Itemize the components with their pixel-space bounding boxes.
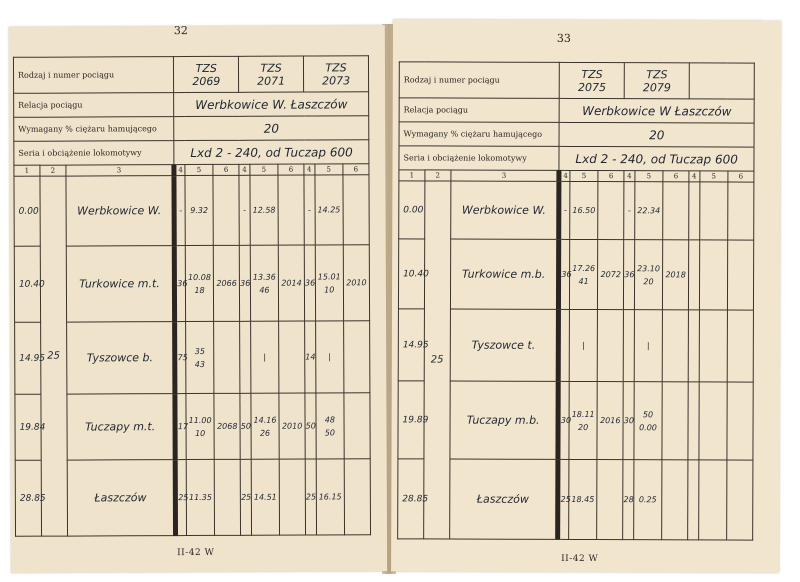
grade-text: 25 — [47, 350, 61, 362]
time-cell — [597, 382, 623, 460]
column-number: 5 — [700, 171, 728, 182]
time-value: 25 — [305, 492, 317, 502]
km-value: 0.00 — [399, 181, 425, 239]
time-value: 14.25 — [317, 205, 341, 215]
time-value: - — [179, 206, 183, 216]
column-number: 4 — [624, 171, 635, 182]
column-number: 6 — [278, 164, 304, 175]
time-value: 25 — [560, 494, 571, 504]
train-header — [560, 62, 625, 98]
station-name: Tuczapy m.t. — [67, 394, 176, 460]
time-value: 2010 — [281, 421, 303, 431]
column-number: 2 — [425, 170, 451, 181]
train-header — [624, 63, 689, 99]
time-cell — [559, 239, 570, 309]
time-value: 20 — [643, 276, 654, 286]
station-name: Tyszowce b. — [66, 322, 175, 394]
time-cell — [699, 182, 727, 240]
time-cell — [175, 322, 186, 394]
time-value: 20 — [578, 422, 589, 432]
station-row — [14, 175, 369, 247]
relation-label: Relacja pociągu — [14, 93, 174, 118]
time-cell — [214, 321, 240, 393]
time-cell — [250, 245, 279, 321]
time-cell — [305, 459, 316, 535]
time-value: 36 — [304, 278, 316, 288]
station-row — [398, 381, 753, 460]
time-cell — [689, 240, 700, 310]
train-type: TZS — [195, 61, 217, 75]
station-row — [399, 181, 754, 240]
column-number: 5 — [315, 164, 343, 175]
timetable-left — [13, 55, 371, 537]
time-cell — [569, 239, 598, 309]
time-cell — [558, 381, 572, 459]
time-cell — [250, 175, 279, 245]
time-value: 48 — [324, 414, 335, 424]
station-row — [398, 239, 753, 310]
time-cell — [728, 182, 754, 240]
time-cell — [213, 175, 239, 245]
time-value: - — [307, 205, 311, 215]
km-value: 28.85 — [15, 460, 41, 536]
time-value: 11.35 — [188, 492, 212, 503]
time-cell — [727, 240, 753, 310]
time-cell — [344, 321, 370, 393]
train-label: Rodzaj i numer pociągu — [13, 57, 173, 94]
column-number: 4 — [689, 171, 700, 182]
column-number: 6 — [343, 164, 369, 175]
time-cell — [186, 393, 215, 459]
time-value: 50 — [642, 409, 654, 419]
train-label: Rodzaj i numer pociągu — [399, 62, 559, 99]
column-number: 4 — [559, 170, 570, 181]
time-value: 36 — [624, 270, 635, 280]
relation-value: Werbkowice W Łaszczów — [559, 98, 754, 123]
column-number: 6 — [213, 164, 239, 175]
time-cell — [240, 459, 251, 535]
page-footer: II-42 W — [561, 553, 599, 565]
time-value: 46 — [259, 285, 270, 295]
time-value: | — [263, 352, 267, 362]
km-value: 10.40 — [398, 239, 424, 309]
time-value: 17.26 — [572, 263, 596, 273]
time-cell — [175, 394, 189, 460]
loco-value: Lxd 2 - 240, od Tuczap 600 — [559, 146, 754, 171]
time-cell — [569, 459, 598, 539]
time-value: 2010 — [346, 278, 367, 288]
time-value: 28 — [623, 495, 634, 505]
time-cell — [688, 460, 699, 540]
station-name: Łaszczów — [449, 459, 558, 539]
time-value: 10 — [195, 428, 206, 438]
time-cell — [278, 245, 304, 321]
train-number: 2075 — [577, 80, 607, 94]
time-value: | — [328, 352, 331, 362]
time-cell — [663, 182, 689, 240]
time-cell — [623, 382, 634, 460]
page-number: 33 — [556, 31, 571, 45]
column-number: 5 — [185, 164, 213, 175]
time-cell — [688, 310, 699, 382]
train-number: 2069 — [192, 74, 221, 88]
km-value: 19.84 — [15, 394, 41, 460]
column-number: 6 — [598, 171, 624, 182]
station-name: Tuczapy m.b. — [450, 381, 559, 459]
train-header — [239, 56, 304, 92]
time-cell — [315, 175, 344, 245]
time-cell — [239, 245, 250, 321]
time-value: 18 — [194, 285, 205, 295]
column-number: 5 — [250, 164, 278, 175]
time-value: 2068 — [217, 421, 238, 431]
brake-row — [14, 116, 369, 142]
time-cell — [214, 459, 240, 535]
time-cell — [727, 310, 753, 382]
brake-row — [399, 122, 754, 147]
time-value: 15.01 — [317, 271, 341, 281]
time-cell — [698, 460, 727, 540]
time-value: 16.50 — [572, 205, 596, 216]
time-cell — [251, 459, 280, 535]
time-value: 41 — [578, 276, 589, 286]
time-cell — [213, 245, 239, 321]
station-name: Turkowice m.t. — [66, 246, 175, 322]
time-cell — [727, 460, 753, 540]
time-cell — [279, 459, 305, 535]
time-value: 18.11 — [571, 409, 595, 419]
time-value: 30 — [623, 416, 634, 426]
column-number: 3 — [66, 165, 175, 176]
time-value: 22.34 — [637, 206, 661, 216]
relation-row — [14, 92, 369, 118]
time-cell — [558, 459, 569, 539]
time-value: 23.10 — [637, 263, 661, 273]
km-value: 19.89 — [398, 381, 424, 459]
train-header — [689, 63, 754, 99]
time-cell — [186, 321, 215, 393]
train-header — [303, 56, 368, 92]
time-cell — [634, 240, 663, 310]
time-value: 36 — [561, 269, 572, 279]
brake-value: 20 — [559, 122, 754, 147]
loco-value: Lxd 2 - 240, od Tuczap 600 — [174, 140, 369, 165]
time-value: 35 — [194, 346, 205, 356]
column-number: 1 — [14, 165, 40, 176]
time-cell — [569, 381, 598, 459]
relation-value: Werbkowice W. Łaszczów — [174, 92, 369, 117]
time-cell — [634, 382, 663, 460]
time-cell — [635, 182, 663, 240]
time-value: 9.32 — [190, 205, 209, 216]
time-cell — [598, 182, 624, 240]
time-cell — [699, 310, 728, 382]
km-value: 0.00 — [14, 176, 40, 246]
column-number: 4 — [304, 164, 315, 175]
time-value: 13.36 — [252, 272, 276, 282]
time-value: 2014 — [281, 278, 302, 288]
km-value: 10.40 — [14, 246, 40, 322]
time-cell — [688, 382, 699, 460]
time-cell — [559, 309, 570, 381]
time-value: 43 — [194, 359, 205, 369]
column-number: 5 — [635, 171, 663, 182]
train-row — [399, 62, 754, 99]
column-number: 6 — [728, 171, 754, 182]
page-number: 32 — [173, 24, 188, 38]
time-value: 36 — [177, 279, 188, 289]
relation-row — [399, 98, 754, 123]
time-cell — [699, 240, 728, 310]
train-row — [13, 56, 368, 94]
time-cell — [251, 393, 280, 459]
time-value: - — [243, 205, 247, 215]
km-value: 14.95 — [398, 309, 424, 381]
time-value: 25 — [241, 492, 252, 502]
station-row — [15, 321, 370, 395]
loco-row — [14, 140, 369, 166]
station-name: Turkowice m.b. — [450, 239, 559, 309]
train-number: 2073 — [322, 73, 351, 87]
train-type: TZS — [260, 61, 282, 75]
time-value: 17 — [177, 422, 189, 432]
column-number: 1 — [399, 170, 425, 181]
relation-label: Relacja pociągu — [399, 98, 559, 123]
time-cell — [569, 309, 598, 381]
time-value: 10.08 — [188, 272, 211, 282]
time-cell — [278, 175, 304, 245]
time-cell — [699, 382, 728, 460]
time-cell — [305, 321, 316, 393]
time-cell — [279, 393, 305, 459]
time-cell — [316, 459, 345, 535]
time-value: 18.45 — [571, 494, 595, 505]
time-cell — [175, 246, 186, 322]
train-type: TZS — [646, 67, 668, 81]
time-value: 50 — [324, 427, 335, 437]
time-cell — [250, 321, 279, 393]
train-number: 2071 — [257, 74, 286, 88]
time-cell — [185, 245, 214, 321]
column-number: 4 — [174, 165, 185, 176]
time-value: 11.00 — [188, 415, 212, 425]
time-cell — [305, 393, 316, 459]
time-value: 25 — [178, 493, 189, 503]
time-value: 2072 — [600, 270, 621, 280]
page-footer: II-42 W — [177, 547, 215, 559]
time-value: 14 — [305, 352, 316, 362]
time-cell — [279, 321, 305, 393]
column-number: 4 — [239, 164, 250, 175]
station-name: Werbkowice W. — [66, 176, 175, 246]
loco-label: Seria i obciążenie lokomotywy — [399, 146, 559, 171]
km-value: 14.95 — [15, 322, 41, 394]
station-name: Łaszczów — [67, 460, 176, 536]
time-cell — [624, 240, 635, 310]
time-cell — [597, 460, 623, 540]
train-header — [174, 56, 239, 92]
station-row — [14, 245, 369, 323]
train-type: TZS — [325, 60, 347, 74]
time-cell — [662, 310, 688, 382]
time-cell — [214, 393, 240, 459]
time-cell — [344, 459, 370, 535]
train-type: TZS — [581, 67, 603, 81]
station-row — [15, 393, 370, 461]
time-cell — [623, 460, 634, 540]
time-value: 10 — [324, 284, 335, 294]
time-cell — [559, 181, 570, 239]
station-name: Werbkowice W. — [451, 181, 560, 239]
time-cell — [624, 182, 635, 240]
loco-row — [399, 146, 754, 171]
time-value: 14.51 — [253, 492, 277, 502]
time-value: 50 — [305, 421, 316, 431]
column-number: 2 — [40, 165, 66, 176]
time-cell — [662, 460, 688, 540]
time-value: 50 — [240, 421, 251, 431]
time-value: 0.25 — [638, 495, 657, 505]
time-value: 2016 — [600, 416, 621, 426]
brake-value: 20 — [174, 116, 369, 141]
time-cell — [176, 460, 187, 536]
time-cell — [174, 176, 185, 246]
time-cell — [304, 245, 315, 321]
column-number: 5 — [570, 170, 598, 181]
time-cell — [598, 240, 624, 310]
station-name: Tyszowce t. — [450, 309, 559, 381]
time-cell — [315, 321, 344, 393]
time-value: 16.15 — [318, 492, 342, 502]
time-value: 14.16 — [253, 415, 277, 425]
time-value: 36 — [240, 278, 251, 288]
time-cell — [344, 393, 370, 459]
time-cell — [304, 175, 315, 245]
time-value: 2066 — [216, 278, 237, 288]
timetable-right — [397, 61, 755, 540]
time-value: 2018 — [665, 270, 686, 280]
km-value: 28.85 — [398, 459, 424, 539]
time-cell — [315, 245, 344, 321]
time-cell — [343, 175, 369, 245]
time-cell — [633, 460, 662, 540]
time-cell — [570, 181, 598, 239]
time-cell — [662, 382, 688, 460]
time-cell — [597, 310, 623, 382]
time-value: - — [627, 206, 631, 216]
time-cell — [634, 310, 663, 382]
time-cell — [239, 175, 250, 245]
time-cell — [240, 393, 251, 459]
time-cell — [689, 182, 700, 240]
column-number: 6 — [663, 171, 689, 182]
time-cell — [316, 393, 345, 459]
time-cell — [623, 310, 634, 382]
station-row — [398, 459, 753, 540]
time-value: 26 — [259, 428, 271, 438]
time-cell — [343, 245, 369, 321]
time-value: 75 — [177, 353, 188, 363]
grade-value — [424, 181, 451, 539]
time-value: 0.00 — [639, 422, 657, 432]
left-page — [9, 25, 387, 573]
grade-text: 25 — [430, 354, 444, 366]
brake-label: Wymagany % ciężaru hamującego — [14, 117, 174, 142]
brake-label: Wymagany % ciężaru hamującego — [399, 122, 559, 147]
station-row — [15, 459, 370, 537]
time-cell — [727, 382, 753, 460]
column-number: 3 — [451, 170, 560, 181]
time-cell — [185, 175, 214, 245]
loco-label: Seria i obciążenie lokomotywy — [14, 141, 174, 166]
time-value: - — [563, 205, 567, 215]
time-cell — [240, 321, 251, 393]
time-value: 12.58 — [252, 205, 276, 215]
time-cell — [186, 459, 215, 535]
train-number: 2079 — [642, 80, 671, 94]
time-value: | — [646, 341, 650, 351]
station-row — [398, 309, 753, 382]
time-value: 30 — [560, 415, 572, 425]
time-cell — [663, 240, 689, 310]
right-page — [391, 19, 781, 572]
time-value: | — [582, 340, 585, 350]
